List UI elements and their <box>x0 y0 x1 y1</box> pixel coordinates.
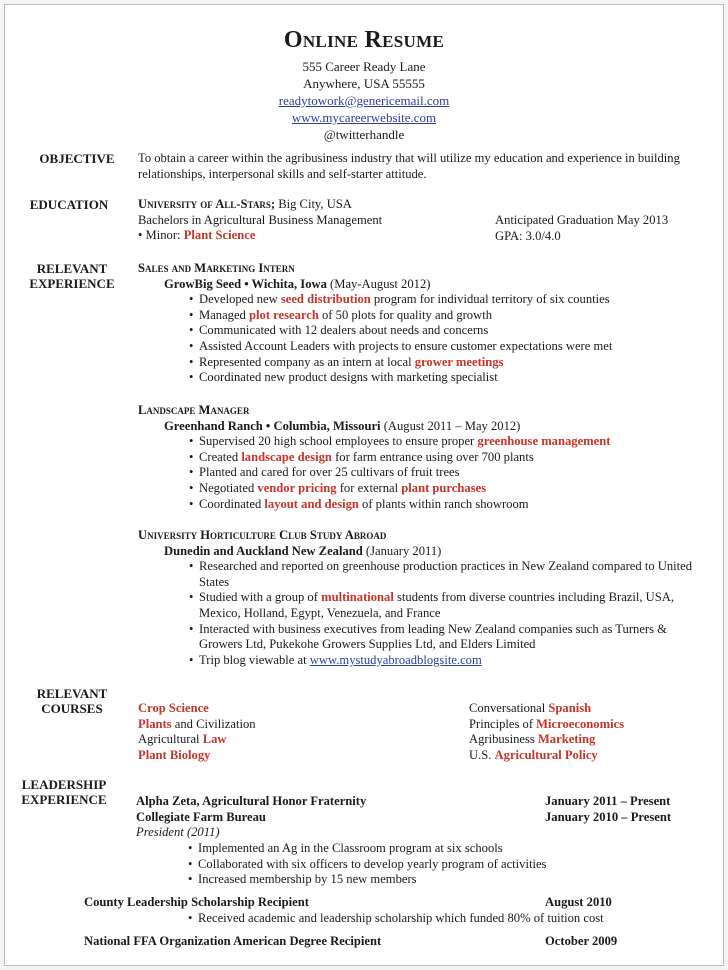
courses-label-line2: COURSES <box>41 701 103 716</box>
job-employer: GrowBig Seed • Wichita, Iowa <box>164 276 327 291</box>
experience-label-line1: RELEVANT <box>36 261 108 276</box>
course-item: Conversational Spanish <box>469 701 592 715</box>
list-item: • Coordinated new product designs with marketing specialist <box>189 370 708 386</box>
website-link[interactable]: www.mycareerwebsite.com <box>291 110 437 125</box>
course-item: Agribusiness Marketing <box>469 732 596 747</box>
org-name: Collegiate Farm Bureau <box>136 809 266 824</box>
job-title: University Horticulture Club Study Abroad <box>138 528 387 542</box>
list-item: • Received academic and leadership scholarship which funded 80% of tuition cost <box>188 911 708 927</box>
course-item: Plant Biology <box>138 747 211 762</box>
list-item: • Increased membership by 15 new members <box>188 872 688 888</box>
resume-header <box>5 27 723 143</box>
job-landscape-manager <box>138 403 708 512</box>
job-sales-intern <box>138 261 708 386</box>
gpa: GPA: 3.0/4.0 <box>495 228 561 243</box>
objective-text: To obtain a career within the agribusiness industry that will utilize my education and experience in building relationships, interpersonal skills and self-starter attitude. <box>138 151 680 181</box>
courses-label <box>17 686 127 716</box>
courses-right-column <box>469 701 709 763</box>
leadership-label-line1: LEADERSHIP <box>21 777 107 792</box>
school-location: Big City, USA <box>275 197 352 211</box>
courses-label-line1: RELEVANT <box>36 686 108 701</box>
leadership-bullets <box>188 841 688 888</box>
org-dates: January 2011 – Present <box>545 794 671 808</box>
city-address: Anywhere, USA 55555 <box>303 76 425 91</box>
minor-prefix: • Minor: <box>138 228 184 243</box>
list-item: • Coordinated layout and design of plants within ranch showroom <box>189 497 708 513</box>
education-label: EDUCATION <box>29 197 109 212</box>
minor: Plant Science <box>183 228 256 243</box>
job-employer: Greenhand Ranch • Columbia, Missouri <box>164 418 381 433</box>
award-bullet <box>188 911 708 927</box>
graduation-date: Anticipated Graduation May 2013 <box>495 213 669 227</box>
list-item: • Implemented an Ag in the Classroom program at six schools <box>188 841 688 857</box>
list-item: • Developed new seed distribution program for individual territory of six counties <box>189 292 708 308</box>
job-bullets <box>189 292 708 386</box>
job-dates: (January 2011) <box>362 543 442 558</box>
job-employer: Dunedin and Auckland New Zealand <box>164 543 363 558</box>
course-item: Plants and Civilization <box>138 716 256 731</box>
list-item: • Created landscape design for farm entrance using over 700 plants <box>189 450 708 466</box>
course-item: U.S. Agricultural Policy <box>469 747 598 762</box>
job-bullets <box>189 434 708 512</box>
resume-title: Online Resume <box>283 27 445 53</box>
job-bullets <box>189 559 699 668</box>
job-title: Landscape Manager <box>138 403 250 417</box>
education-details <box>138 197 478 244</box>
street-address: 555 Career Ready Lane <box>302 59 426 74</box>
list-item: • Assisted Account Leaders with projects to ensure customer expectations were met <box>189 339 708 355</box>
job-dates: (May-August 2012) <box>326 276 431 291</box>
org-name: Alpha Zeta, Agricultural Honor Fraternity <box>136 794 367 808</box>
award-date: August 2010 <box>545 895 612 909</box>
twitter-handle: @twitterhandle <box>323 127 405 142</box>
award-date: October 2009 <box>545 934 618 948</box>
objective-label: OBJECTIVE <box>39 151 115 166</box>
org-role: President (2011) <box>136 825 220 840</box>
list-item: • Trip blog viewable at www.mystudyabroadblogsite.com <box>189 653 699 669</box>
job-title: Sales and Marketing Intern <box>138 261 295 275</box>
award-title: County Leadership Scholarship Recipient <box>84 895 309 909</box>
course-item: Agricultural Law <box>138 732 227 747</box>
job-study-abroad <box>138 528 708 668</box>
blog-link[interactable]: www.mystudyabroadblogsite.com <box>309 652 482 667</box>
courses-left-column <box>138 701 438 763</box>
list-item: • Represented company as an intern at local grower meetings <box>189 355 708 371</box>
email-link[interactable]: readytowork@genericemail.com <box>278 93 450 108</box>
resume-page <box>4 4 724 966</box>
experience-label <box>17 261 127 291</box>
list-item: • Interacted with business executives from leading New Zealand companies such as Turners & Growers Ltd, Pukekohe Growers Supplies Ltd, and Elders Limited <box>189 622 699 653</box>
leadership-label <box>9 777 119 807</box>
course-item: Principles of Microeconomics <box>469 716 625 731</box>
list-item: • Communicated with 12 dealers about needs and concerns <box>189 323 708 339</box>
job-dates: (August 2011 – May 2012) <box>380 418 521 433</box>
degree: Bachelors in Agricultural Business Management <box>138 212 383 227</box>
leadership-orgs <box>136 794 516 841</box>
list-item: • Managed plot research of 50 plots for quality and growth <box>189 308 708 324</box>
list-item: • Planted and cared for over 25 cultivars of fruit trees <box>189 465 708 481</box>
award-title: National FFA Organization American Degree Recipient <box>84 934 382 948</box>
list-item: • Negotiated vendor pricing for external plant purchases <box>189 481 708 497</box>
leadership-dates <box>545 794 715 825</box>
school-name: University of All-Stars; <box>138 197 276 211</box>
list-item: • Researched and reported on greenhouse production practices in New Zealand compared to United States <box>189 559 699 590</box>
experience-label-line2: EXPERIENCE <box>29 276 115 291</box>
leadership-label-line2: EXPERIENCE <box>21 792 107 807</box>
org-dates: January 2010 – Present <box>545 809 672 824</box>
course-item: Crop Science <box>138 701 209 715</box>
list-item: • Studied with a group of multinational students from diverse countries including Brazil, USA, Mexico, Holland, Egypt, Venezuela, and France <box>189 590 699 621</box>
list-item: • Supervised 20 high school employees to ensure proper greenhouse management <box>189 434 708 450</box>
list-item: • Collaborated with six officers to develop yearly program of activities <box>188 857 688 873</box>
education-dates <box>495 213 715 244</box>
